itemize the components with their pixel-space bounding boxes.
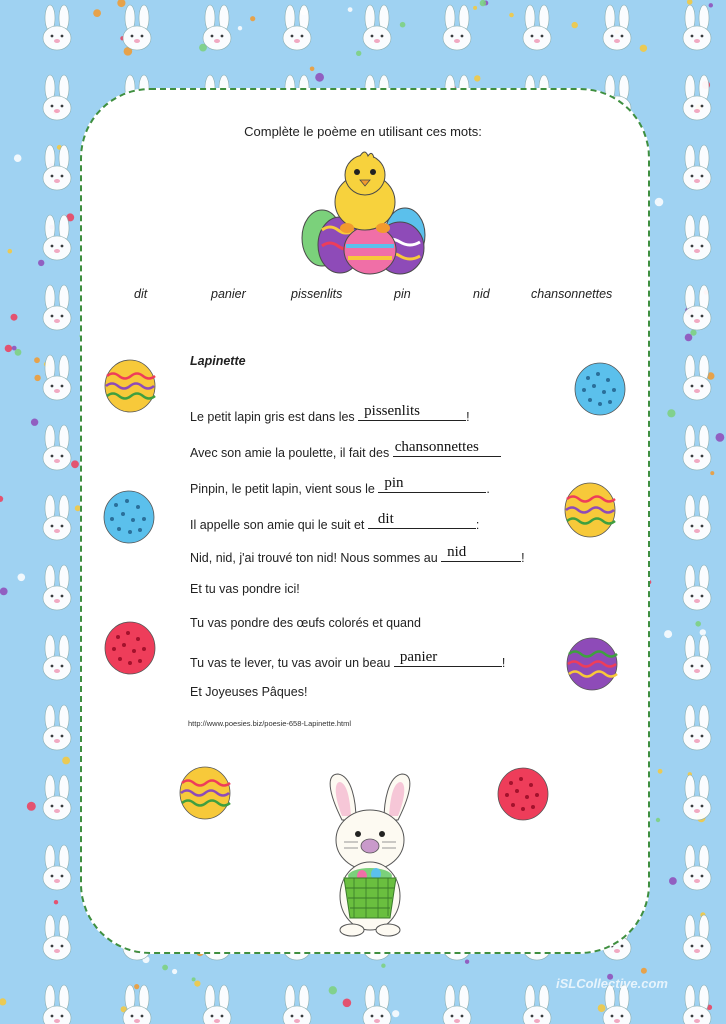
answer-blank[interactable]	[394, 651, 502, 667]
word-bank-item: panier	[211, 287, 246, 301]
red-egg-icon	[497, 767, 549, 821]
word-bank-item: nid	[473, 287, 490, 301]
yellow-egg-icon	[103, 358, 157, 414]
blue-egg-icon	[102, 489, 156, 545]
instruction-text: Complète le poème en utilisant ces mots:	[244, 124, 482, 139]
word-bank-item: pissenlits	[291, 287, 343, 301]
poem-line: Et tu vas pondre ici!	[190, 582, 300, 596]
answer-text: panier	[399, 649, 438, 665]
poem-line-text: Le petit lapin gris est dans les	[190, 410, 355, 424]
poem-line-text: Pinpin, le petit lapin, vient sous le	[190, 482, 375, 496]
poem-title: Lapinette	[190, 354, 246, 368]
purple-egg-icon	[565, 636, 619, 692]
poem-line: Et Joyeuses Pâques!	[190, 685, 308, 699]
answer-text: chansonnettes	[394, 439, 479, 455]
chick-on-eggs-illustration	[300, 150, 430, 275]
answer-text: nid	[447, 544, 467, 560]
answer-blank[interactable]	[358, 405, 466, 421]
poem-line	[190, 513, 479, 532]
watermark: iSLCollective.com	[556, 976, 668, 991]
poem-line	[190, 477, 490, 496]
blue-egg-icon	[574, 362, 626, 416]
poem-line-punct: !	[521, 551, 525, 565]
poem-line	[190, 546, 525, 565]
answer-blank[interactable]	[368, 513, 476, 529]
poem-line: Tu vas pondre des œufs colorés et quand	[190, 616, 421, 630]
answer-blank[interactable]	[378, 477, 486, 493]
source-link[interactable]: http://www.poesies.biz/poesie-658-Lapinette.html	[188, 719, 352, 728]
answer-text: pissenlits	[364, 403, 421, 419]
yellow-egg-icon	[563, 481, 617, 539]
poem-line	[190, 441, 501, 460]
bunny-with-basket-illustration	[320, 772, 420, 940]
yellow-egg-icon	[178, 765, 232, 821]
poem-line-text: Tu vas te lever, tu vas avoir un beau	[190, 656, 391, 670]
answer-text: dit	[377, 511, 394, 527]
answer-blank[interactable]	[441, 546, 521, 562]
red-egg-icon	[104, 621, 156, 675]
answer-text: pin	[384, 475, 404, 491]
poem-line-text: Avec son amie la poulette, il fait des	[190, 446, 390, 460]
poem-line-punct: .	[486, 482, 490, 496]
poem-line	[190, 405, 470, 424]
word-bank-item: chansonnettes	[531, 287, 613, 301]
answer-blank[interactable]	[393, 441, 501, 457]
poem-line-text: Il appelle son amie qui le suit et	[190, 518, 365, 532]
poem-line-text: Nid, nid, j'ai trouvé ton nid! Nous sommes au	[190, 551, 438, 565]
word-bank-item: pin	[394, 287, 411, 301]
poem-line-punct: :	[475, 518, 480, 532]
poem-line	[190, 651, 505, 670]
poem-line-punct: !	[466, 410, 470, 424]
word-bank-item: dit	[134, 287, 148, 301]
poem-line-punct: !	[501, 656, 506, 670]
